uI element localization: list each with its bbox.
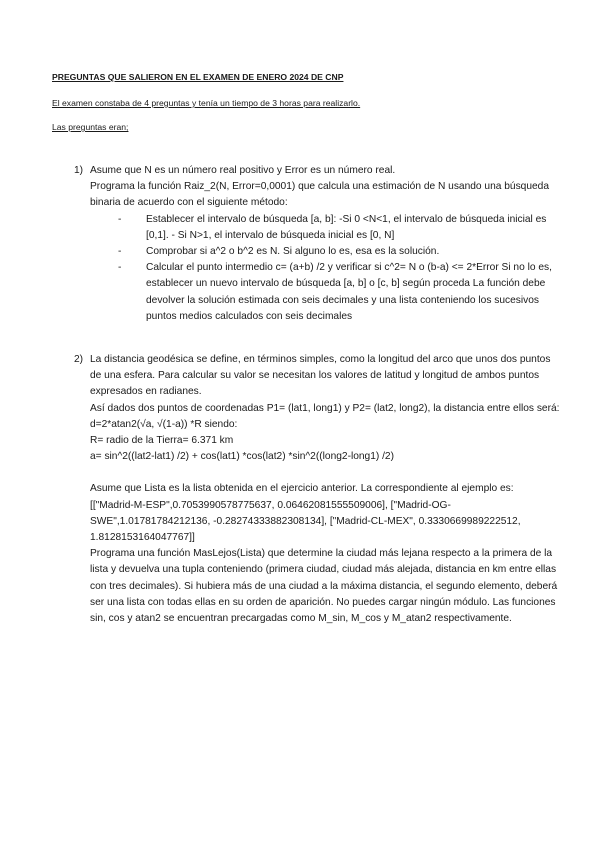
formula-distance: d=2*atan2(√a, √(1-a)) *R siendo: (90, 418, 238, 430)
question-1-statement: Asume que N es un número real positivo y Error es un número real. (90, 165, 396, 176)
bullet-dash: - (118, 213, 122, 225)
question-1-step (118, 260, 558, 325)
question-2-formula-intro: Así dados dos puntos de coordenadas P1= (lat1, long1) y P2= (lat2, long2), la distancia entre ellos será: (90, 402, 560, 414)
question-2-task: Programa una función MasLejos(Lista) que determine la ciudad más lejana respecto a la primera de la lista y devuelva una tupla conteniendo (primera ciudad, ciudad más alejada, distancia en km entre ellas con tres decimales). Si hubiera más de una ciudad a la máxima distancia, el segundo elemento, deberá ser una lista con todas ellas en su orden de aparición. No puedes cargar ningún módulo. Las funciones sin, cos y atan2 se encuentran precargadas como M_sin, M_cos y M_atan2 respectivamente. (90, 548, 558, 625)
question-2 (90, 352, 560, 627)
question-2-list-example: Asume que Lista es la lista obtenida en el ejercicio anterior. La correspondiente al ejemplo es: [["Madrid-M-ESP",0.7053990578775637, 0.06462081555509006], ["Madrid-OG-SWE",1.01781784212136, -0.28274333882308134], ["Madrid-CL-MEX", 0.3330669989222512, 1.8128153164047767]] (90, 483, 521, 544)
question-1 (90, 163, 558, 325)
question-2-definition: La distancia geodésica se define, en términos simples, como la longitud del arco que unos dos puntos de una esfera. Para calcular su valor se necesitan los valores de latitud y longitud de ambos puntos expresados en radianes. (90, 354, 551, 398)
formula-radius: R= radio de la Tierra= 6.371 km (90, 435, 234, 447)
document-title: PREGUNTAS QUE SALIERON EN EL EXAMEN DE ENERO 2024 DE CNP (52, 72, 344, 82)
question-2-number: 2) (74, 354, 84, 365)
bullet-dash: - (118, 262, 122, 274)
exam-intro: El examen constaba de 4 preguntas y tenía un tiempo de 3 horas para realizarlo. (52, 98, 361, 108)
step-text: Calcular el punto intermedio c= (a+b) /2 y verificar si c^2= N o (b-a) <= 2*Error Si no lo es, establecer un nuevo intervalo de búsqueda [a, b] o [c, b] según proceda La función debe devolver la solución estimada con seis decimales y una lista conteniendo los sucesivos puntos medios calculados con seis decimales (146, 262, 552, 322)
question-1-step (118, 244, 558, 260)
step-text: Establecer el intervalo de búsqueda [a, b]: -Si 0 <N<1, el intervalo de búsqueda inicial es [0,1]. - Si N>1, el intervalo de búsqueda inicial es [0, N] (146, 213, 547, 241)
question-1-number: 1) (74, 165, 84, 176)
question-1-task: Programa la función Raiz_2(N, Error=0,0001) que calcula una estimación de N usando una búsqueda binaria de acuerdo con el siguiente método: (90, 181, 549, 209)
question-1-step (118, 212, 558, 244)
bullet-dash: - (118, 246, 122, 258)
step-text: Comprobar si a^2 o b^2 es N. Si alguno lo es, esa es la solución. (146, 246, 440, 258)
paragraph-gap (90, 465, 560, 481)
question-1-steps (90, 212, 558, 325)
questions-lead: Las preguntas eran; (52, 122, 129, 132)
formula-a: a= sin^2((lat2-lat1) /2) + cos(lat1) *cos(lat2) *sin^2((long2-long1) /2) (90, 451, 394, 463)
